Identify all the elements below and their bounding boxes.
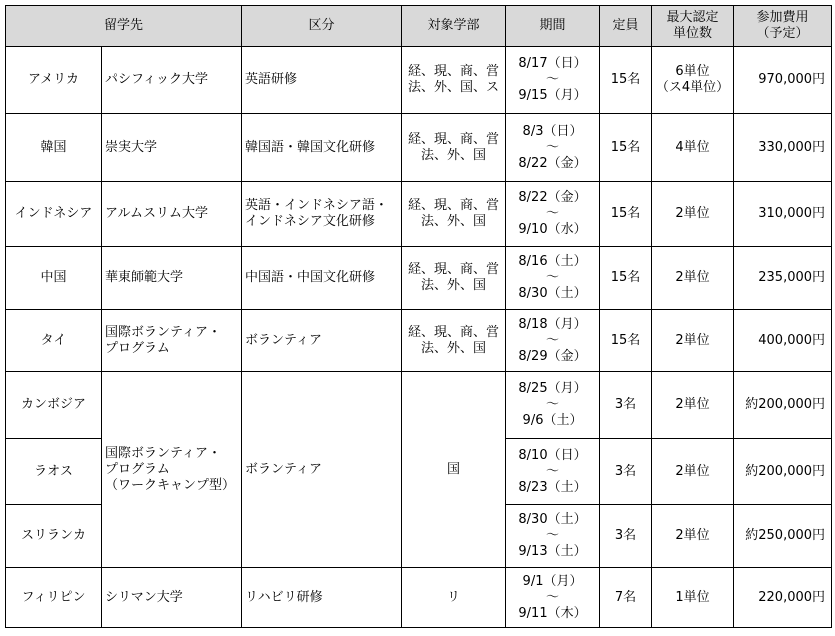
institution-cell: 崇実大学: [102, 114, 242, 182]
period-tilde: ～: [546, 589, 560, 605]
program-table-container: [5, 5, 832, 628]
faculties-cell: 経、現、商、営 法、外、国: [402, 247, 506, 310]
credits-cell: 6単位 （ス4単位）: [652, 47, 734, 114]
period-tilde: ～: [546, 397, 560, 412]
country-cell: アメリカ: [6, 47, 102, 114]
category-cell: リハビリ研修: [242, 568, 402, 628]
capacity-cell: 15名: [600, 114, 652, 182]
fee-cell: 400,000円: [734, 310, 832, 372]
credits-cell: 2単位: [652, 310, 734, 372]
fee-cell: 235,000円: [734, 247, 832, 310]
period-start: 8/25（月）: [518, 381, 587, 396]
period-tilde: ～: [546, 270, 560, 285]
table-row: [6, 182, 832, 247]
period-end: 8/30（土）: [518, 286, 587, 301]
period-tilde: ～: [546, 72, 560, 87]
period-cell: [506, 310, 600, 372]
period-start: 8/3（日）: [522, 123, 583, 139]
group-faculties-cell: 国: [402, 372, 506, 568]
category-cell: 韓国語・韓国文化研修: [242, 114, 402, 182]
period-end: 9/13（土）: [518, 544, 587, 559]
header-row: [6, 6, 832, 47]
credits-cell: 2単位: [652, 372, 734, 439]
header-credits: 最大認定 単位数: [652, 6, 734, 47]
country-cell: フィリピン: [6, 568, 102, 628]
table-row: [6, 568, 832, 628]
header-faculties: 対象学部: [402, 6, 506, 47]
header-category: 区分: [242, 6, 402, 47]
faculties-cell: 経、現、商、営 法、外、国: [402, 310, 506, 372]
capacity-cell: 15名: [600, 182, 652, 247]
group-institution-cell: 国際ボランティア・ プログラム （ワークキャンプ型）: [102, 372, 242, 568]
period-cell: [506, 568, 600, 628]
institution-cell: シリマン大学: [102, 568, 242, 628]
credits-cell: 4単位: [652, 114, 734, 182]
category-cell: ボランティア: [242, 310, 402, 372]
period-tilde: ～: [546, 528, 560, 543]
country-cell: スリランカ: [6, 505, 102, 568]
header-fee: 参加費用 （予定）: [734, 6, 832, 47]
credits-cell: 2単位: [652, 247, 734, 310]
category-cell: 中国語・中国文化研修: [242, 247, 402, 310]
fee-cell: 330,000円: [734, 114, 832, 182]
country-cell: タイ: [6, 310, 102, 372]
credits-cell: 2単位: [652, 182, 734, 247]
category-cell: 英語研修: [242, 47, 402, 114]
header-period: 期間: [506, 6, 600, 47]
country-cell: カンボジア: [6, 372, 102, 439]
table-row: [6, 114, 832, 182]
period-tilde: ～: [546, 463, 560, 479]
period-start: 8/18（月）: [518, 316, 587, 332]
fee-cell: 970,000円: [734, 47, 832, 114]
category-cell: 英語・インドネシア語・ インドネシア文化研修: [242, 182, 402, 247]
period-start: 8/10（日）: [518, 447, 587, 463]
table-row: [6, 247, 832, 310]
period-start: 8/16（土）: [518, 254, 587, 269]
table-row: [6, 47, 832, 114]
period-start: 8/30（土）: [518, 512, 587, 527]
period-end: 9/11（木）: [518, 605, 587, 621]
fee-cell: 約250,000円: [734, 505, 832, 568]
fee-cell: 220,000円: [734, 568, 832, 628]
country-cell: 中国: [6, 247, 102, 310]
credits-cell: 2単位: [652, 505, 734, 568]
period-start: 8/17（日）: [518, 56, 587, 71]
country-cell: 韓国: [6, 114, 102, 182]
capacity-cell: 15名: [600, 247, 652, 310]
period-tilde: ～: [546, 139, 560, 155]
period-tilde: ～: [546, 332, 560, 348]
institution-cell: アルムスリム大学: [102, 182, 242, 247]
period-cell: [506, 439, 600, 505]
capacity-cell: 7名: [600, 568, 652, 628]
header-capacity: 定員: [600, 6, 652, 47]
period-start: 8/22（金）: [518, 190, 587, 205]
period-end: 9/6（土）: [522, 413, 583, 428]
period-tilde: ～: [546, 206, 560, 221]
capacity-cell: 3名: [600, 372, 652, 439]
faculties-cell: リ: [402, 568, 506, 628]
capacity-cell: 3名: [600, 439, 652, 505]
capacity-cell: 15名: [600, 310, 652, 372]
period-cell: [506, 505, 600, 568]
credits-cell: 1単位: [652, 568, 734, 628]
period-cell: [506, 182, 600, 247]
period-end: 9/10（水）: [518, 222, 587, 237]
period-cell: [506, 47, 600, 114]
credits-cell: 2単位: [652, 439, 734, 505]
table-row: [6, 372, 832, 439]
capacity-cell: 3名: [600, 505, 652, 568]
institution-cell: 華東師範大学: [102, 247, 242, 310]
header-destination: 留学先: [6, 6, 242, 47]
period-end: 8/22（金）: [518, 155, 587, 171]
period-cell: [506, 114, 600, 182]
period-cell: [506, 372, 600, 439]
fee-cell: 約200,000円: [734, 439, 832, 505]
country-cell: ラオス: [6, 439, 102, 505]
capacity-cell: 15名: [600, 47, 652, 114]
faculties-cell: 経、現、商、営 法、外、国: [402, 114, 506, 182]
period-start: 9/1（月）: [522, 573, 583, 589]
faculties-cell: 経、現、商、営 法、外、国: [402, 182, 506, 247]
period-end: 8/29（金）: [518, 348, 587, 364]
group-category-cell: ボランティア: [242, 372, 402, 568]
faculties-cell: 経、現、商、営 法、外、国、ス: [402, 47, 506, 114]
period-end: 8/23（土）: [518, 479, 587, 495]
study-abroad-program-table: [5, 5, 832, 628]
fee-cell: 約200,000円: [734, 372, 832, 439]
institution-cell: パシフィック大学: [102, 47, 242, 114]
period-cell: [506, 247, 600, 310]
institution-cell: 国際ボランティア・ プログラム: [102, 310, 242, 372]
table-row: [6, 310, 832, 372]
fee-cell: 310,000円: [734, 182, 832, 247]
country-cell: インドネシア: [6, 182, 102, 247]
period-end: 9/15（月）: [518, 88, 587, 103]
